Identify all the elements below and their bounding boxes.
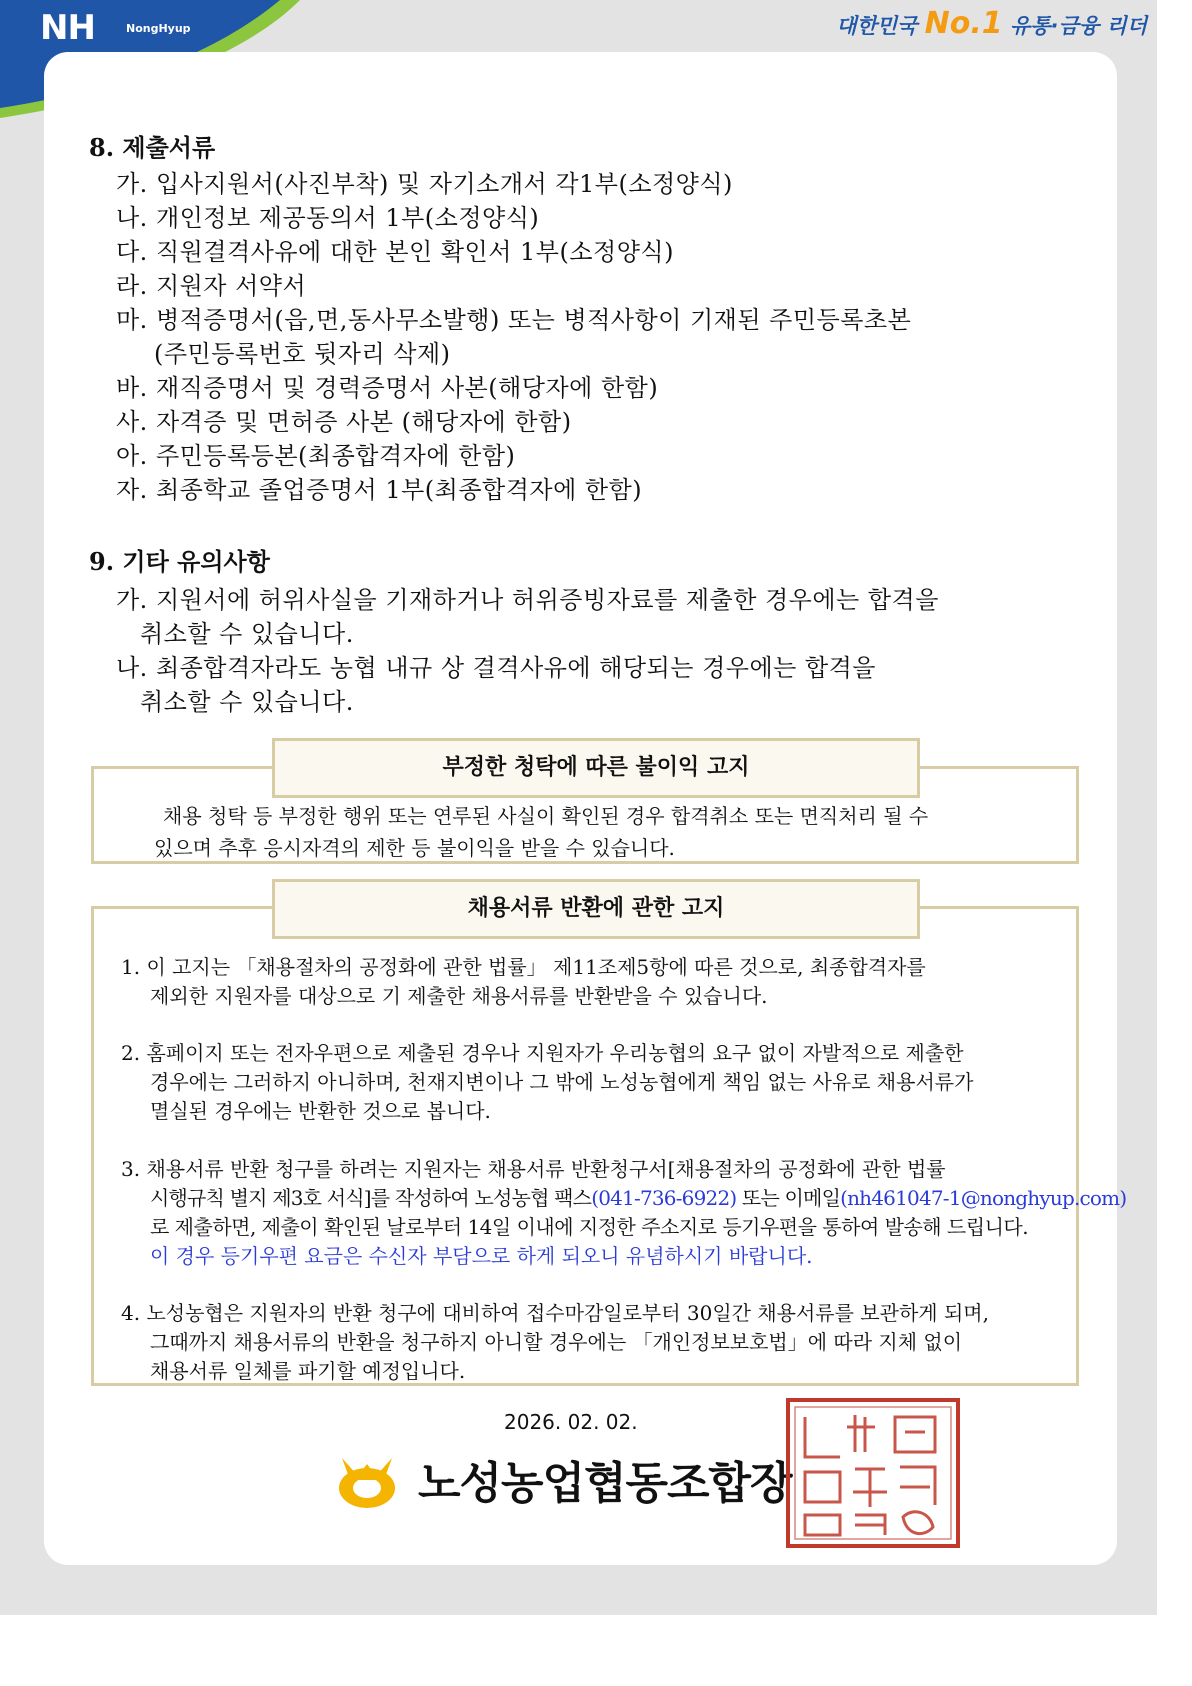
return-clause-4: 4. 노성농협은 지원자의 반환 청구에 대비하여 접수마감일로부터 30일간 채용서류를 보관하게 되며, [121,1301,989,1325]
header-slogan: 대한민국 No.1 유통·금융 리더 [836,6,1147,41]
return-clause-2: 멸실된 경우에는 반환한 것으로 봅니다. [150,1099,491,1123]
issue-date: 2026. 02. 02. [504,1410,638,1434]
section-8-item: 바. 재직증명서 및 경력증명서 사본(해당자에 한함) [116,374,659,402]
nonghyup-logo-text: NongHyup [126,22,191,35]
return-clause-4: 채용서류 일체를 파기할 예정입니다. [150,1359,466,1383]
return-clause-2: 2. 홈페이지 또는 전자우편으로 제출된 경우나 지원자가 우리농협의 요구 없이 자발적으로 제출한 [121,1041,964,1065]
return-clause-1: 1. 이 고지는 「채용절차의 공정화에 관한 법률」 제11조제5항에 따른 것으로, 최종합격자를 [121,955,926,979]
return-clause-3: 시행규칙 별지 제3호 서식]를 작성하여 노성농협 팩스(041-736-6922) 또는 이메일(nh461047-1@nonghyup.com) [150,1186,1127,1210]
section-9-item-continuation: 취소할 수 있습니다. [140,620,354,648]
section-8-item: 마. 병적증명서(읍,면,동사무소발행) 또는 병적사항이 기재된 주민등록초본 [116,306,912,334]
notice-text: 있으며 추후 응시자격의 제한 등 불이익을 받을 수 있습니다. [154,836,675,860]
notice-title-improper-solicitation: 부정한 청탁에 따른 불이익 고지 [272,738,920,798]
nh-logo: NH [40,8,95,48]
email-address: (nh461047-1@nonghyup.com) [840,1186,1127,1210]
section-8-item: 사. 자격증 및 면허증 사본 (해당자에 한함) [116,408,572,436]
section-8-title: 8. 제출서류 [89,133,216,162]
no1-mark: No.1 [924,6,1003,41]
organization-name: 노성농업협동조합장 [418,1458,792,1509]
return-clause-2: 경우에는 그러하지 아니하며, 천재지변이나 그 밖에 노성농협에게 책임 없는 사유로 채용서류가 [150,1070,974,1094]
return-clause-1: 제외한 지원자를 대상으로 기 제출한 채용서류를 반환받을 수 있습니다. [150,984,768,1008]
section-9-item: 나. 최종합격자라도 농협 내규 상 결격사유에 해당되는 경우에는 합격을 [116,654,876,682]
section-8-item: 라. 지원자 서약서 [116,272,307,300]
return-clause-3: 3. 채용서류 반환 청구를 하려는 지원자는 채용서류 반환청구서[채용절차의 공정화에 관한 법률 [121,1157,946,1181]
section-8-item-continuation: (주민등록번호 뒷자리 삭제) [154,340,451,368]
notice-text: 채용 청탁 등 부정한 행위 또는 연루된 사실이 확인된 경우 합격취소 또는 면직처리 될 수 [163,804,929,828]
section-9-title: 9. 기타 유의사항 [89,547,270,576]
section-8-item: 아. 주민등록등본(최종합격자에 한함) [116,442,516,470]
section-8-item: 가. 입사지원서(사진부착) 및 자기소개서 각1부(소정양식) [116,170,733,198]
section-9-item: 가. 지원서에 허위사실을 기재하거나 허위증빙자료를 제출한 경우에는 합격을 [116,586,939,614]
return-clause-3-note: 이 경우 등기우편 요금은 수신자 부담으로 하게 되오니 유념하시기 바랍니다. [150,1244,813,1268]
section-8-item: 자. 최종학교 졸업증명서 1부(최종합격자에 한함) [116,476,643,504]
return-clause-3: 로 제출하면, 제출이 확인된 날로부터 14일 이내에 지정한 주소지로 등기우편을 통하여 발송해 드립니다. [150,1215,1029,1239]
nonghyup-emblem-icon [334,1452,400,1510]
section-8-item: 다. 직원결격사유에 대한 본인 확인서 1부(소정양식) [116,238,674,266]
section-9-item-continuation: 취소할 수 있습니다. [140,688,354,716]
section-8-item: 나. 개인정보 제공동의서 1부(소정양식) [116,204,540,232]
fax-number: (041-736-6922) [591,1186,737,1210]
notice-title-document-return: 채용서류 반환에 관한 고지 [272,879,920,939]
return-clause-4: 그때까지 채용서류의 반환을 청구하지 아니할 경우에는 「개인정보보호법」에 따라 지체 없이 [150,1330,963,1354]
official-seal-stamp [785,1397,961,1549]
